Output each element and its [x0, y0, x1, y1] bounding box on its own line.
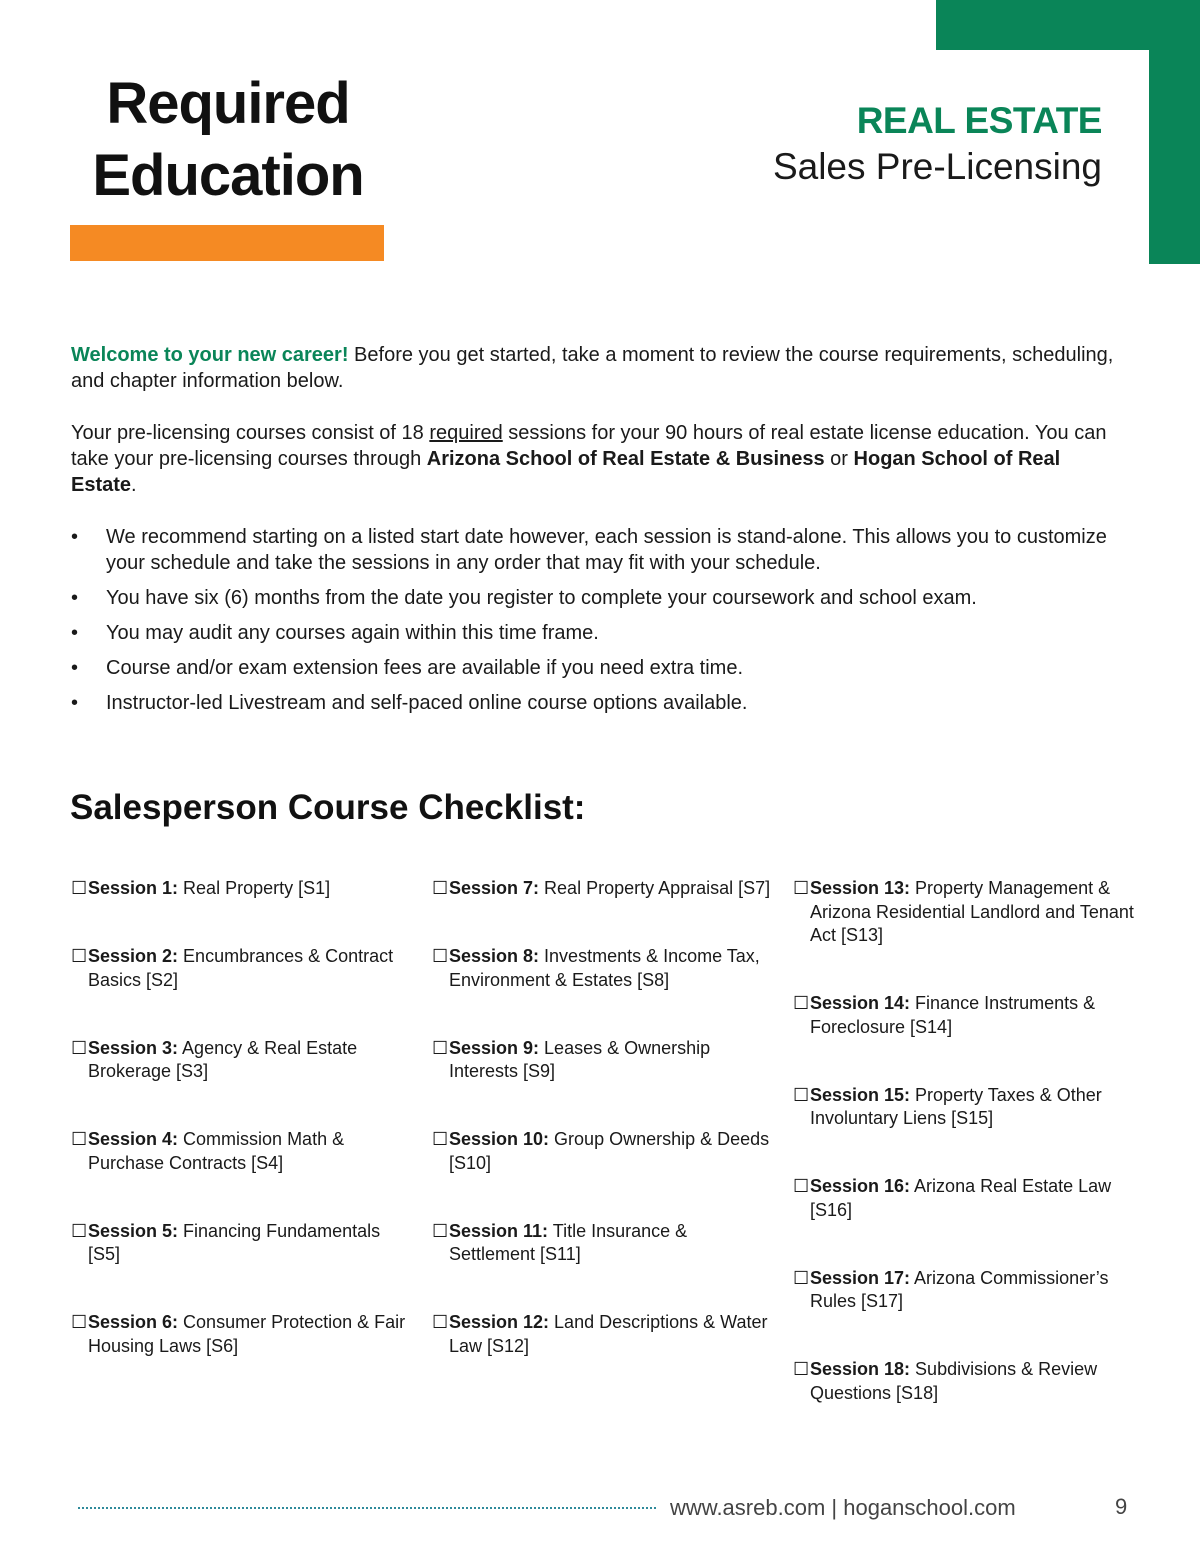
req-text-or: or	[824, 448, 854, 470]
intro-section	[71, 342, 1121, 524]
checklist-item-session-1	[71, 877, 416, 901]
checklist-item-session-13	[793, 877, 1138, 948]
bullet-icon: •	[71, 657, 79, 679]
page-title	[70, 68, 386, 212]
welcome-rest: Before you get started, take a moment to review the course requirements, scheduling, and chapter information below.	[71, 344, 1114, 392]
program-heading	[773, 98, 1102, 190]
program-label: REAL ESTATE	[856, 100, 1102, 141]
session-label: Session 16:	[810, 1176, 911, 1196]
page-title-line-1: Required	[106, 71, 350, 136]
checkbox-icon: ☐	[71, 878, 88, 898]
bullet-item	[71, 655, 1121, 681]
school-name-asreb: Arizona School of Real Estate & Business	[426, 448, 825, 470]
checkbox-icon: ☐	[793, 1267, 810, 1288]
session-label: Session 11:	[449, 1220, 549, 1241]
session-title: Consumer Protection & Fair Housing Laws [S6]	[88, 1312, 406, 1356]
title-accent-bar	[70, 225, 384, 261]
session-title: Commission Math & Purchase Contracts [S4]	[88, 1129, 345, 1173]
session-title: Property Management & Arizona Residential Landlord and Tenant Act [S13]	[810, 878, 1134, 945]
session-title: Investments & Income Tax, Environment & Estates [S8]	[449, 946, 760, 990]
session-title: Agency & Real Estate Brokerage [S3]	[88, 1037, 358, 1081]
program-subtitle: Sales Pre-Licensing	[772, 146, 1102, 187]
checkbox-icon: ☐	[71, 1129, 88, 1149]
info-bullet-list	[71, 524, 1121, 725]
checklist-item-session-15	[793, 1084, 1138, 1131]
checklist-item-session-2	[71, 945, 416, 992]
checkbox-icon: ☐	[793, 878, 810, 898]
checklist-item-session-17	[793, 1267, 1138, 1314]
session-label: Session 4:	[88, 1129, 179, 1149]
req-text-a: Your pre-licensing courses consist of 18	[71, 422, 430, 444]
session-title: Financing Fundamentals [S5]	[88, 1220, 381, 1264]
checkbox-icon: ☐	[793, 1176, 810, 1196]
checkbox-icon: ☐	[71, 1220, 88, 1241]
checkbox-icon: ☐	[71, 946, 88, 966]
bullet-text: We recommend starting on a listed start date however, each session is stand-alone. This allows you to customize your schedule and take the sessions in any order that may fit with your schedule.	[106, 526, 1107, 574]
session-title: Finance Instruments & Foreclosure [S14]	[810, 993, 1096, 1037]
checklist-column-3	[793, 877, 1138, 1450]
checklist-item-session-7	[432, 877, 777, 901]
checklist-item-session-10	[432, 1128, 777, 1175]
session-label: Session 9:	[449, 1037, 540, 1058]
checkbox-icon: ☐	[432, 878, 449, 898]
session-title: Title Insurance & Settlement [S11]	[449, 1220, 688, 1264]
checkbox-icon: ☐	[432, 1037, 449, 1058]
checklist-item-session-16	[793, 1175, 1138, 1222]
checklist-item-session-8	[432, 945, 777, 992]
session-title: Real Property [S1]	[178, 878, 331, 898]
checkbox-icon: ☐	[71, 1312, 88, 1332]
footer-urls	[670, 1494, 1016, 1522]
session-label: Session 12:	[449, 1312, 550, 1332]
checkbox-icon: ☐	[793, 993, 810, 1013]
session-title: Encumbrances & Contract Basics [S2]	[88, 946, 394, 990]
checklist-item-session-3	[71, 1037, 416, 1084]
bullet-icon: •	[71, 692, 79, 714]
bullet-item	[71, 524, 1121, 576]
bullet-text: You have six (6) months from the date you register to complete your coursework and school exam.	[106, 587, 977, 609]
bullet-icon: •	[71, 587, 79, 609]
req-text-end: .	[131, 474, 137, 496]
session-title: Real Property Appraisal [S7]	[539, 878, 771, 898]
bullet-icon: •	[71, 622, 79, 644]
session-title: Property Taxes & Other Involuntary Liens [S15]	[810, 1084, 1102, 1128]
session-label: Session 5:	[88, 1220, 179, 1241]
checklist-item-session-4	[71, 1128, 416, 1175]
bullet-text: Instructor-led Livestream and self-paced online course options available.	[106, 692, 748, 714]
session-label: Session 3:	[88, 1037, 179, 1058]
checklist-item-session-12	[432, 1311, 777, 1358]
checkbox-icon: ☐	[432, 1312, 449, 1332]
checkbox-icon: ☐	[432, 1220, 449, 1241]
checkbox-icon: ☐	[432, 946, 449, 966]
footer-dotted-divider	[78, 1507, 656, 1509]
session-label: Session 18:	[810, 1359, 911, 1379]
session-title: Arizona Commissioner’s Rules [S17]	[810, 1267, 1109, 1311]
session-label: Session 14:	[810, 993, 911, 1013]
checklist-column-2	[432, 877, 777, 1403]
page-number: 9	[1115, 1494, 1128, 1519]
required-emphasis: required	[429, 422, 503, 444]
session-label: Session 15:	[810, 1084, 911, 1105]
session-label: Session 1:	[88, 878, 179, 898]
checklist-column-1	[71, 877, 416, 1403]
checklist-title: Salesperson Course Checklist:	[70, 788, 586, 827]
footer-url-asreb[interactable]: www.asreb.com	[670, 1495, 826, 1520]
session-title: Leases & Ownership Interests [S9]	[449, 1037, 711, 1081]
footer-url-hogan[interactable]: hoganschool.com	[843, 1495, 1016, 1520]
checkbox-icon: ☐	[793, 1084, 810, 1105]
req-text-b: sessions for your 90 hours of real estate license education. You can take your pre-licensing courses through	[71, 422, 1107, 470]
checklist-item-session-14	[793, 992, 1138, 1039]
session-label: Session 10:	[449, 1129, 550, 1149]
checklist-item-session-18	[793, 1358, 1138, 1405]
session-label: Session 2:	[88, 946, 179, 966]
page-title-line-2: Education	[92, 143, 364, 208]
bullet-item	[71, 690, 1121, 716]
bullet-item	[71, 620, 1121, 646]
requirements-paragraph	[71, 420, 1121, 498]
session-title: Land Descriptions & Water Law [S12]	[449, 1312, 768, 1356]
checklist-item-session-6	[71, 1311, 416, 1358]
session-title: Arizona Real Estate Law [S16]	[810, 1176, 1112, 1220]
checklist-item-session-5	[71, 1220, 416, 1267]
session-label: Session 8:	[449, 946, 540, 966]
bullet-item	[71, 585, 1121, 611]
bullet-text: Course and/or exam extension fees are available if you need extra time.	[106, 657, 744, 679]
bullet-text: You may audit any courses again within this time frame.	[106, 622, 599, 644]
bullet-icon: •	[71, 526, 79, 548]
footer-url-separator: |	[825, 1495, 844, 1520]
school-name-hogan: Hogan School of Real Estate	[71, 448, 1061, 496]
session-label: Session 13:	[810, 878, 911, 898]
session-label: Session 6:	[88, 1312, 179, 1332]
welcome-paragraph	[71, 342, 1121, 394]
welcome-text: Welcome to your new career!	[71, 344, 349, 366]
checkbox-icon: ☐	[71, 1037, 88, 1058]
checkbox-icon: ☐	[432, 1129, 449, 1149]
checklist-item-session-9	[432, 1037, 777, 1084]
checkbox-icon: ☐	[793, 1359, 810, 1379]
session-title: Subdivisions & Review Questions [S18]	[810, 1359, 1098, 1403]
session-label: Session 7:	[449, 878, 540, 898]
session-label: Session 17:	[810, 1267, 911, 1288]
corner-accent-side	[1149, 0, 1200, 264]
checklist-item-session-11	[432, 1220, 777, 1267]
session-title: Group Ownership & Deeds [S10]	[449, 1129, 770, 1173]
